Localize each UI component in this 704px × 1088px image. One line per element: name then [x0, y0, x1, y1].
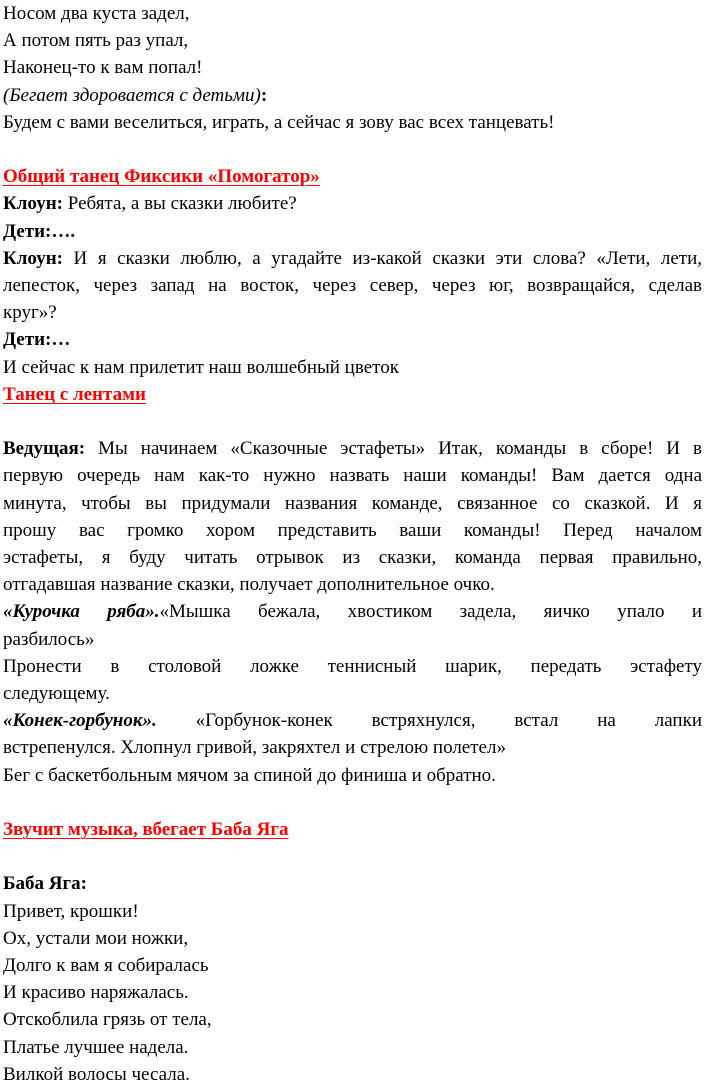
paragraph-line: [3, 435, 702, 462]
paragraph-line: первую очередь нам как-то нужно назвать наши команды! Вам дается одна: [3, 465, 702, 487]
paragraph-line: эстафеты, я буду читать отрывок из сказки, команда первая правильно,: [3, 547, 702, 569]
paragraph-line: минута, чтобы вы придумали названия команде, связанное со сказкой. И я: [3, 492, 702, 514]
tale-quote: «Мышка бежала, хвостиком задела, яичко упало и: [159, 601, 702, 623]
speaker-children: Дети:….: [3, 220, 76, 242]
tale-line: [3, 598, 702, 625]
paragraph-line: отгадавшая название сказки, получает дополнительное очко.: [3, 574, 495, 596]
speaker-host: Ведущая:: [3, 438, 86, 460]
blank-line: [3, 136, 702, 163]
blank-line: [3, 408, 702, 435]
tale-line: [3, 707, 702, 734]
section-heading-ribbons: Танец с лентами: [3, 383, 146, 405]
dialogue-line: [3, 190, 702, 217]
task-line: следующему.: [3, 683, 110, 705]
dialogue-line: круг»?: [3, 302, 57, 324]
dialogue-line: лепесток, через запад на восток, через север, через юг, возвращайся, сделав: [3, 275, 702, 297]
dialogue-text: И я сказки люблю, а угадайте из-какой сказки эти слова? «Лети, лети,: [63, 247, 702, 269]
intro-line: Носом два куста задел,: [3, 3, 190, 24]
task-line: Бег с баскетбольным мячом за спиной до финиша и обратно.: [3, 764, 496, 786]
dialogue-text: Ребята, а вы сказки любите?: [63, 193, 297, 215]
poem-line: Отскоблила грязь от тела,: [3, 1009, 212, 1031]
tale-line: встрепенулся. Хлопнул гривой, закряхтел и стрелою полетел»: [3, 737, 506, 759]
stage-direction: [3, 82, 702, 109]
blank-line: [3, 843, 702, 870]
stage-note-colon: :: [260, 84, 268, 106]
tale-title: «Курочка ряба».: [3, 601, 160, 623]
poem-line: Ох, устали мои ножки,: [3, 927, 189, 949]
tale-quote: «Горбунок-конек встряхнулся, встал на лапки: [156, 710, 702, 732]
dialogue-line: [3, 245, 702, 272]
intro-line: Наконец-то к вам попал!: [3, 57, 203, 79]
section-heading-baba-yaga: Звучит музыка, вбегает Баба Яга: [3, 819, 289, 841]
paragraph-line: прошу вас громко хором представить ваши команды! Перед началом: [3, 519, 702, 541]
poem-line: Платье лучшее надела.: [3, 1036, 189, 1058]
paragraph-text: Мы начинаем «Сказочные эстафеты» Итак, команды в сборе! И в: [85, 438, 702, 460]
poem-line: Долго к вам я собиралась: [3, 955, 209, 977]
tale-line: разбилось»: [3, 628, 95, 650]
speaker-clown: Клоун:: [3, 193, 63, 215]
speaker-children: Дети:…: [3, 329, 71, 351]
task-line: Пронести в столовой ложке теннисный шарик, передать эстафету: [3, 655, 702, 677]
poem-line: Вилкой волосы чесала.: [3, 1063, 190, 1085]
poem-line: Привет, крошки!: [3, 900, 139, 922]
speaker-baba-yaga: Баба Яга:: [3, 873, 87, 895]
tale-title: «Конек-горбунок».: [3, 710, 157, 732]
intro-line: А потом пять раз упал,: [3, 30, 189, 52]
blank-line: [3, 789, 702, 816]
dialogue-line: И сейчас к нам прилетит наш волшебный цветок: [3, 356, 399, 378]
stage-note: (Бегает здоровается с детьми): [3, 84, 261, 106]
intro-line: Будем с вами веселиться, играть, а сейчас я зову вас всех танцевать!: [3, 111, 555, 133]
section-heading-dance: Общий танец Фиксики «Помогатор»: [3, 166, 320, 188]
poem-line: И красиво наряжалась.: [3, 982, 189, 1004]
document-page: [3, 0, 702, 1088]
speaker-clown: Клоун:: [3, 247, 63, 269]
